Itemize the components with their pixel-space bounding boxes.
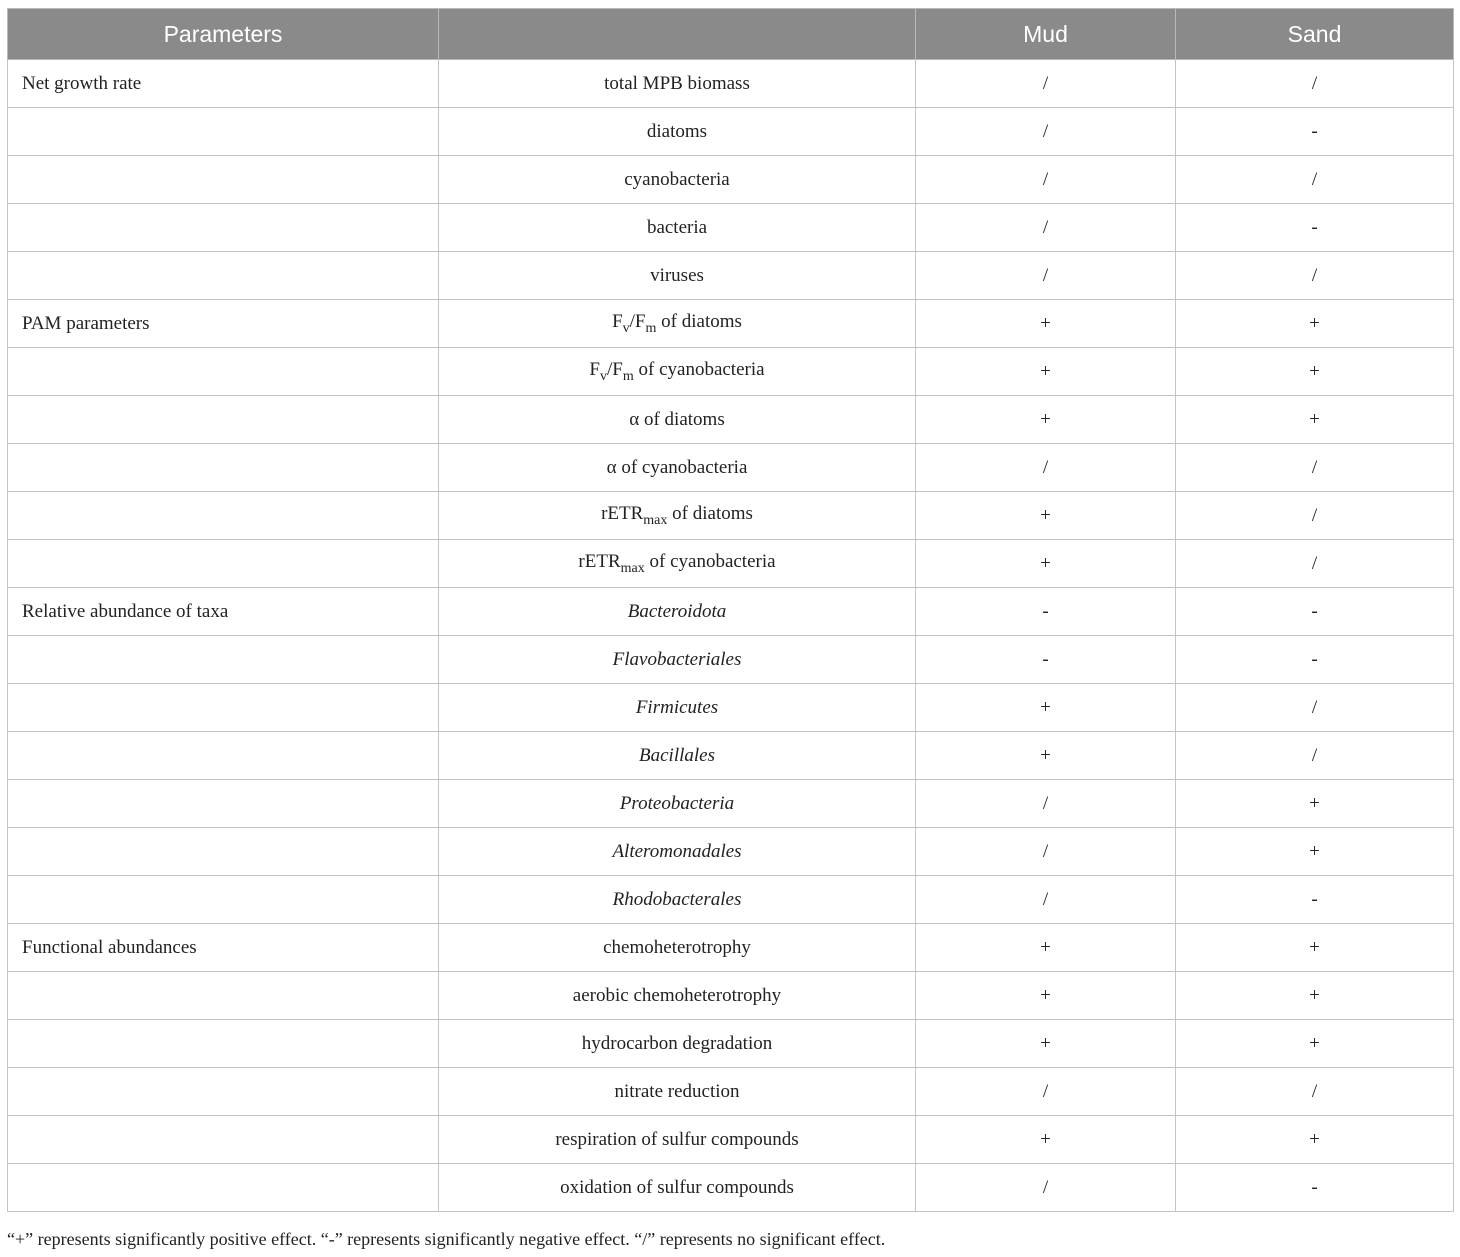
row-mud-effect: / (916, 780, 1176, 828)
row-mud-effect: + (916, 396, 1176, 444)
row-parameter-group (8, 108, 439, 156)
row-item (439, 300, 916, 348)
row-sand-effect: / (1176, 732, 1454, 780)
table-row (8, 1164, 1454, 1212)
item-text: of cyanobacteria (633, 358, 765, 380)
row-parameter-group (8, 684, 439, 732)
row-sand-effect: - (1176, 108, 1454, 156)
item-subscript: m (622, 368, 634, 384)
row-sand-effect: / (1176, 444, 1454, 492)
row-mud-effect: / (916, 876, 1176, 924)
row-parameter-group (8, 828, 439, 876)
row-mud-effect: / (916, 1068, 1176, 1116)
row-parameter-group (8, 492, 439, 540)
row-parameter-group (8, 348, 439, 396)
table-row (8, 1068, 1454, 1116)
row-item: Bacillales (439, 732, 916, 780)
row-sand-effect: - (1176, 1164, 1454, 1212)
row-mud-effect: / (916, 1164, 1176, 1212)
row-item: Rhodobacterales (439, 876, 916, 924)
row-parameter-group (8, 204, 439, 252)
header-mud: Mud (916, 9, 1176, 60)
row-sand-effect: + (1176, 1116, 1454, 1164)
header-parameters: Parameters (8, 9, 439, 60)
row-mud-effect: + (916, 924, 1176, 972)
row-item: cyanobacteria (439, 156, 916, 204)
row-item: Firmicutes (439, 684, 916, 732)
row-item: diatoms (439, 108, 916, 156)
table-row (8, 924, 1454, 972)
row-item: respiration of sulfur compounds (439, 1116, 916, 1164)
row-mud-effect: / (916, 828, 1176, 876)
item-text: of diatoms (656, 310, 742, 332)
row-mud-effect: + (916, 972, 1176, 1020)
row-parameter-group (8, 1116, 439, 1164)
row-sand-effect: + (1176, 396, 1454, 444)
row-parameter-group (8, 156, 439, 204)
table-row (8, 1020, 1454, 1068)
row-mud-effect: / (916, 108, 1176, 156)
row-parameter-group (8, 972, 439, 1020)
table-row (8, 156, 1454, 204)
row-sand-effect: + (1176, 924, 1454, 972)
row-parameter-group (8, 1164, 439, 1212)
item-text: of cyanobacteria (644, 550, 776, 572)
row-sand-effect: + (1176, 828, 1454, 876)
item-subscript: v (622, 320, 630, 336)
row-parameter-group (8, 444, 439, 492)
table-row (8, 972, 1454, 1020)
table-row (8, 780, 1454, 828)
item-text: F (589, 358, 600, 380)
table-row (8, 492, 1454, 540)
table-header (8, 9, 1454, 60)
row-item: hydrocarbon degradation (439, 1020, 916, 1068)
item-text: /F (629, 310, 646, 332)
item-subscript: m (645, 320, 657, 336)
item-text: rETR (578, 550, 621, 572)
row-mud-effect: + (916, 684, 1176, 732)
row-parameter-group: PAM parameters (8, 300, 439, 348)
row-item: nitrate reduction (439, 1068, 916, 1116)
row-mud-effect: / (916, 60, 1176, 108)
row-sand-effect: / (1176, 252, 1454, 300)
row-item: oxidation of sulfur compounds (439, 1164, 916, 1212)
row-sand-effect: / (1176, 60, 1454, 108)
item-text: F (612, 310, 623, 332)
row-sand-effect: + (1176, 1020, 1454, 1068)
table-row (8, 684, 1454, 732)
row-mud-effect: / (916, 252, 1176, 300)
row-item: Alteromonadales (439, 828, 916, 876)
row-mud-effect: + (916, 732, 1176, 780)
table-row (8, 1116, 1454, 1164)
row-mud-effect: / (916, 156, 1176, 204)
table-row (8, 348, 1454, 396)
table-row (8, 588, 1454, 636)
table-row (8, 396, 1454, 444)
row-mud-effect: / (916, 204, 1176, 252)
row-item: Flavobacteriales (439, 636, 916, 684)
row-sand-effect: - (1176, 876, 1454, 924)
item-subscript: max (620, 560, 645, 576)
row-mud-effect: - (916, 636, 1176, 684)
table-row (8, 828, 1454, 876)
row-sand-effect: - (1176, 636, 1454, 684)
row-sand-effect: / (1176, 492, 1454, 540)
row-mud-effect: + (916, 1020, 1176, 1068)
row-item (439, 540, 916, 588)
row-parameter-group (8, 732, 439, 780)
row-sand-effect: / (1176, 1068, 1454, 1116)
row-item: α of cyanobacteria (439, 444, 916, 492)
row-parameter-group: Relative abundance of taxa (8, 588, 439, 636)
table-footnote: “+” represents significantly positive effect. “-” represents significantly negative effect. “/” represents no significant effect. (7, 1229, 886, 1249)
row-item: bacteria (439, 204, 916, 252)
item-text: rETR (601, 502, 644, 524)
row-parameter-group (8, 876, 439, 924)
header-item (439, 9, 916, 60)
row-parameter-group (8, 252, 439, 300)
row-item (439, 348, 916, 396)
row-sand-effect: - (1176, 204, 1454, 252)
table-row (8, 204, 1454, 252)
results-table-container (7, 8, 1453, 1212)
row-mud-effect: + (916, 540, 1176, 588)
table-row (8, 300, 1454, 348)
row-mud-effect: / (916, 444, 1176, 492)
row-mud-effect: + (916, 1116, 1176, 1164)
table-row (8, 108, 1454, 156)
item-subscript: max (643, 512, 668, 528)
item-text: /F (607, 358, 623, 380)
row-item: aerobic chemoheterotrophy (439, 972, 916, 1020)
row-mud-effect: + (916, 300, 1176, 348)
row-parameter-group (8, 636, 439, 684)
table-row (8, 876, 1454, 924)
table-body (8, 60, 1454, 1212)
row-parameter-group (8, 1020, 439, 1068)
row-item: Proteobacteria (439, 780, 916, 828)
row-parameter-group: Net growth rate (8, 60, 439, 108)
table-row (8, 444, 1454, 492)
row-sand-effect: + (1176, 348, 1454, 396)
row-parameter-group (8, 540, 439, 588)
table-row (8, 636, 1454, 684)
row-sand-effect: - (1176, 588, 1454, 636)
row-item: viruses (439, 252, 916, 300)
row-parameter-group (8, 396, 439, 444)
row-item (439, 492, 916, 540)
row-item: chemoheterotrophy (439, 924, 916, 972)
table-row (8, 540, 1454, 588)
row-item: α of diatoms (439, 396, 916, 444)
row-sand-effect: + (1176, 300, 1454, 348)
table-row (8, 732, 1454, 780)
row-mud-effect: - (916, 588, 1176, 636)
row-parameter-group: Functional abundances (8, 924, 439, 972)
row-sand-effect: / (1176, 156, 1454, 204)
header-row (8, 9, 1454, 60)
header-sand: Sand (1176, 9, 1454, 60)
table-row (8, 252, 1454, 300)
item-subscript: v (600, 368, 607, 384)
row-item: Bacteroidota (439, 588, 916, 636)
results-table (7, 8, 1454, 1212)
row-sand-effect: + (1176, 780, 1454, 828)
item-text: of diatoms (667, 502, 753, 524)
table-row (8, 60, 1454, 108)
row-mud-effect: + (916, 348, 1176, 396)
row-sand-effect: / (1176, 684, 1454, 732)
row-sand-effect: / (1176, 540, 1454, 588)
row-item: total MPB biomass (439, 60, 916, 108)
row-parameter-group (8, 1068, 439, 1116)
row-parameter-group (8, 780, 439, 828)
row-sand-effect: + (1176, 972, 1454, 1020)
row-mud-effect: + (916, 492, 1176, 540)
